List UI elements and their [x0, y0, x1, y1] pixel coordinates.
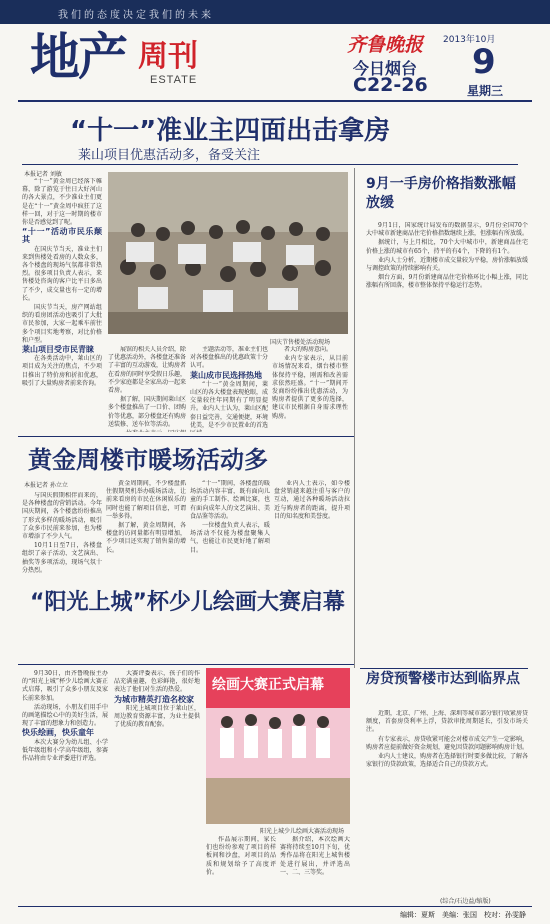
paragraph: “十一”黄金周期间，莱山区的各大楼盘表现抢眼，成交量较往年同期有了明显提升。业内人士认为，莱山区配套日益完善，交通便捷，环境优美，是不少市民置业的首选 [190, 380, 268, 429]
article1-col2 [108, 346, 186, 432]
paragraph: 业内人士分析，近期楼市成交量较为平稳，房价涨幅放缓与调控政策的持续影响有关。 [366, 256, 528, 273]
sidebar2-body [366, 710, 528, 894]
divider [22, 164, 518, 165]
paragraph: 9月30日，由齐鲁晚报主办的“阳光上城”杯少儿绘画大赛正式启幕，吸引了众多小朋友及家长前来参加。 [22, 670, 108, 702]
article2-title: 黄金周楼市暖场活动多 [28, 446, 268, 474]
paragraph: 一位楼盘负责人表示，暖场活动不仅能为楼盘聚集人气，也能让市民更好地了解项目。 [190, 522, 270, 554]
article2-col4 [274, 480, 350, 580]
paragraph: 10月1日至7日，各楼盘组织了亲子活动、文艺演出、抽奖等多项活动，现场气氛十分热烈。 [22, 542, 102, 574]
sidebar2-title: 房贷预警楼市达到临界点 [366, 671, 520, 687]
paragraph: 本次大赛分为幼儿组、小学低年级组和小学高年级组，参赛作品将由专业评委进行评选。 [22, 738, 108, 763]
paragraph: 与国庆假期相伴而来的，是各种楼盘的营销活动。今年国庆期间，各个楼盘纷纷推出了形式多样的暖场活动，吸引了众多市民前来参加，也为楼市增添了不少人气。 [22, 492, 102, 541]
masthead-rule [18, 100, 532, 102]
paragraph: 作品展示期间，家长们也纷纷参观了项目的样板间和沙盘，对项目的品质和规划给予了高度评价。 [206, 836, 276, 876]
article1-col3 [190, 346, 268, 432]
article3-title: “阳光上城”杯少儿绘画大赛启幕 [30, 590, 345, 615]
article2-col2 [106, 480, 186, 666]
article2-col1 [22, 492, 102, 666]
paragraph: 据介绍，本次绘画大赛将持续至10月下旬，优秀作品将在阳光上城售楼处进行展出，并评选出一、二、三等奖。 [280, 836, 350, 876]
paragraph: 阳光上城项目位于莱山区，周边教育资源丰富，为业主提供了优质的教育配套。 [114, 704, 200, 729]
divider [18, 664, 354, 665]
article3-col2 [114, 670, 200, 906]
issue-date: 2013年10月 [443, 35, 496, 45]
section-heading: “十一”活动市民乐颠其 [22, 227, 102, 245]
paragraph: 在国庆节当天，准业主们来到售楼处看房的人数众多，各个楼盘的现场气氛都非常热烈。很多项目负责人表示，来售楼处咨询的客户比平日多出了不少，成交量也有一定的增长。 [22, 245, 102, 302]
issue-weekday: 星期三 [467, 84, 504, 98]
masthead-title-en: ESTATE [150, 74, 198, 86]
crowd-photo-illustration [108, 172, 348, 334]
paragraph: 据了解，国庆期间莱山区多个楼盘推出了一口价、团购价等优惠，部分楼盘还有购房送装修、送车位等活动。 [108, 396, 186, 428]
article1-subtitle: 莱山项目优惠活动多，备受关注 [78, 148, 261, 163]
paragraph: 有专家表示，房贷收紧可能会对楼市成交产生一定影响，购房者应提前做好资金规划，避免因贷款问题影响购房计划。 [366, 735, 528, 751]
issue-day: 9 [472, 42, 496, 82]
editor-credits: 编辑：夏斯 美编：张国 校对：孙雯静 [400, 911, 526, 919]
sidebar1-body [366, 222, 528, 522]
article1-byline: 本报记者 刘敏 [24, 171, 62, 178]
paragraph: 在各类活动中，莱山区的项目成为关注的焦点，不少项目推出了特价房和折扣优惠，吸引了大量购房者前来咨询。 [22, 355, 102, 387]
sidebar2-footnote: (综合/石边益/缩版) [440, 898, 491, 905]
article1-title: “十一”准业主四面出击拿房 [70, 116, 391, 146]
article3-col3 [206, 836, 276, 906]
paragraph: 业内专家表示，从目前市场情况来看，烟台楼市整体保持平稳，刚需和改善需求依然旺盛。“十一”期间开发商纷纷推出优惠活动，为购房者提供了更多的选择，建议市民根据自身需求理性购房。 [272, 355, 348, 420]
photo-banner-text: 绘画大赛正式启幕 [212, 677, 324, 693]
paragraph: 国庆节当天，房产网站组织的看房团活动也吸引了大批市民参加，大家一起乘车前往多个项目实地考察，对比价格和户型。 [22, 304, 102, 344]
paragraph: 业内人士建议，购房者在选择银行时要多做比较，了解各家银行的贷款政策，选择适合自己的贷款方式。 [366, 753, 528, 769]
article2-byline: 本报记者 孙立立 [24, 482, 68, 489]
article1-photo [108, 172, 348, 334]
paragraph: 展馆的相关人员介绍，除了优惠活动外，各楼盘还准备了丰富的互动游戏，让购房者在看房的同时享受假日乐趣，不少家庭都是全家出动一起来看房。 [108, 346, 186, 395]
divider [18, 436, 354, 437]
article1-photo-caption: 国庆节售楼处活动现场 [270, 339, 331, 346]
section-heading: 快乐绘画，快乐童年 [22, 728, 94, 738]
paragraph: 大赛评委表示，孩子们的作品充满童趣，色彩鲜艳，很好地表达了他们对生活的热爱。 [114, 670, 200, 694]
article3-col4 [280, 836, 350, 906]
brand-logo: 齐鲁晚报 [347, 34, 424, 56]
paragraph: “十一”期间，各楼盘的暖场活动内容丰富，既有面向儿童的手工制作、绘画比赛，也有面向成年人的文艺演出、美食品鉴等活动。 [190, 480, 270, 520]
footer-rule [18, 906, 532, 907]
sidebar-divider [354, 168, 355, 668]
masthead-title-sub: 周刊 [138, 39, 198, 74]
paragraph: 据了解，黄金周期间，各楼盘的访问量都有明显增加，不少项目还实现了销售量的增长。 [106, 522, 186, 554]
paragraph: 主题活动等，准业主们也对各楼盘推出的优惠政策十分认可。 [190, 346, 268, 370]
paragraph: 近期，北京、广州、上海、深圳等城市部分银行收紧房贷额度，首套房贷利率上浮，贷款审批周期延长，引发市场关注。 [366, 710, 528, 734]
masthead-title: 地产 [30, 28, 126, 86]
article3-photo-caption: 阳光上城少儿绘画大赛活动现场 [260, 828, 345, 835]
paragraph: 活动现场，小朋友们用手中的画笔描绘心中的美好生活，展现了丰富的想象力和创造力。 [22, 703, 108, 728]
paragraph: 9月1日，国家统计局发布的数据显示，9月份全国70个大中城市新建商品住宅价格指数继续上涨，但涨幅有所放缓。 [366, 222, 528, 238]
article1-col4 [272, 346, 348, 432]
article3-col1 [22, 670, 108, 906]
paragraph: 烟台方面，9月份新建商品住宅价格环比小幅上涨，同比涨幅有所回落，楼市整体保持平稳运行态势。 [366, 274, 528, 290]
paragraph: 者大的购房意向。 [284, 346, 333, 353]
section-heading: 莱山项目受市民青睐 [22, 345, 94, 355]
page-range: C22-26 [353, 74, 428, 96]
section-heading: 莱山成市民选择热地 [190, 370, 262, 380]
article2-col3 [190, 480, 270, 580]
edition-label: 今日烟台 [353, 59, 418, 78]
section-heading: 为城市精英打造名校家 [114, 694, 194, 704]
article1-col1 [22, 178, 102, 430]
paragraph: 据统计，与上月相比，70个大中城市中，新建商品住宅价格上涨的城市有65个，持平的有4个，下降的有1个。 [366, 239, 528, 255]
masthead-slogan: 我们的态度决定我们的未来 [58, 10, 214, 21]
divider [360, 668, 528, 669]
sidebar1-title: 9月一手房价格指数涨幅放缓 [366, 176, 516, 211]
paragraph [108, 430, 186, 432]
paragraph: “十一”黄金周已经落下帷幕，除了游览于往日大好河山的各大景点，不少准业主们更是在“十一”黄金周中疯狂了这样一回，对于这一时期的楼市你是否感觉到了呢。 [22, 178, 102, 227]
paragraph: 黄金周期间，不少楼盘抓住假期契机举办暖场活动，让前来看房的市民在休闲娱乐的同时也能了解项目信息，可谓一举多得。 [106, 480, 186, 520]
paragraph: 业内人士表示，如今楼盘营销越来越注重与客户的互动，通过各种暖场活动拉近与购房者的距离，提升项目的知名度和美誉度。 [274, 480, 350, 520]
